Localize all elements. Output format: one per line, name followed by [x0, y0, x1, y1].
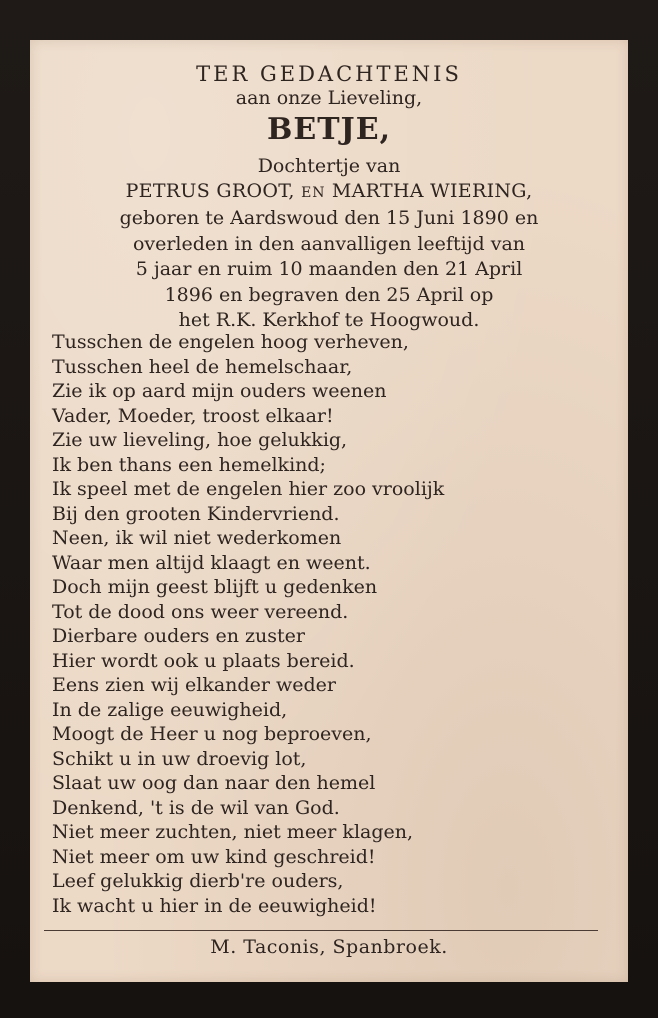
poem-line: Eens zien wij elkander weder — [52, 674, 336, 696]
poem-line: Zie uw lieveling, hoe gelukkig, — [52, 429, 348, 451]
memorial-card — [30, 40, 628, 982]
father-name: PETRUS GROOT, — [125, 180, 295, 202]
poem-line: Tusschen de engelen hoog verheven, — [52, 331, 409, 353]
poem-line: Waar men altijd klaagt en weent. — [52, 551, 371, 574]
poem-line: Dierbare ouders en zuster — [52, 625, 305, 647]
poem-line: Moogt de Heer u nog beproeven, — [52, 723, 372, 745]
deceased-name: BETJE, — [266, 112, 392, 147]
poem-line: Zie ik op aard mijn ouders weenen — [52, 380, 387, 402]
bio-line: 5 jaar en ruim 10 maanden den 21 April — [135, 258, 523, 280]
relation-line: Dochtertje van — [257, 155, 401, 177]
poem-line: Ik speel met de engelen hier zoo vroolijk — [52, 478, 445, 500]
card-heading: TER GEDACHTENIS — [196, 62, 462, 86]
poem-line: Leef gelukkig dierb're ouders, — [52, 870, 344, 892]
bio-line: geboren te Aardswoud den 15 Juni 1890 en — [119, 207, 539, 229]
poem-line: Bij den grooten Kindervriend. — [52, 502, 340, 525]
poem-line: Ik wacht u hier in de eeuwigheid! — [52, 894, 377, 917]
poem-line: Niet meer om uw kind geschreid! — [52, 845, 376, 868]
parents-line — [30, 180, 628, 202]
parents-conjunction: EN — [301, 185, 326, 201]
poem-line: Niet meer zuchten, niet meer klagen, — [52, 821, 414, 843]
poem-line: In de zalige eeuwigheid, — [52, 698, 288, 721]
poem-line: Denkend, 't is de wil van God. — [52, 796, 340, 819]
poem-line: Doch mijn geest blijft u gedenken — [52, 576, 378, 598]
printer-imprint: M. Taconis, Spanbroek. — [210, 936, 448, 958]
bio-line: het R.K. Kerkhof te Hoogwoud. — [178, 309, 480, 331]
poem-line: Tot de dood ons weer vereend. — [52, 600, 349, 623]
poem-line: Hier wordt ook u plaats bereid. — [52, 649, 355, 672]
biography — [30, 206, 628, 334]
poem-line: Vader, Moeder, troost elkaar! — [52, 404, 334, 427]
poem-line: Schikt u in uw droevig lot, — [52, 747, 307, 770]
poem-line: Tusschen heel de hemelschaar, — [52, 355, 353, 378]
bio-line: overleden in den aanvalligen leeftijd van — [132, 232, 526, 255]
mother-name: MARTHA WIERING, — [331, 180, 533, 202]
card-subheading: aan onze Lieveling, — [235, 87, 423, 109]
divider-rule — [44, 930, 598, 931]
bio-line: 1896 en begraven den 25 April op — [164, 283, 494, 306]
poem-line: Slaat uw oog dan naar den hemel — [52, 772, 376, 794]
poem-line: Neen, ik wil niet wederkomen — [52, 527, 342, 549]
poem — [52, 330, 622, 918]
poem-line: Ik ben thans een hemelkind; — [52, 453, 326, 476]
